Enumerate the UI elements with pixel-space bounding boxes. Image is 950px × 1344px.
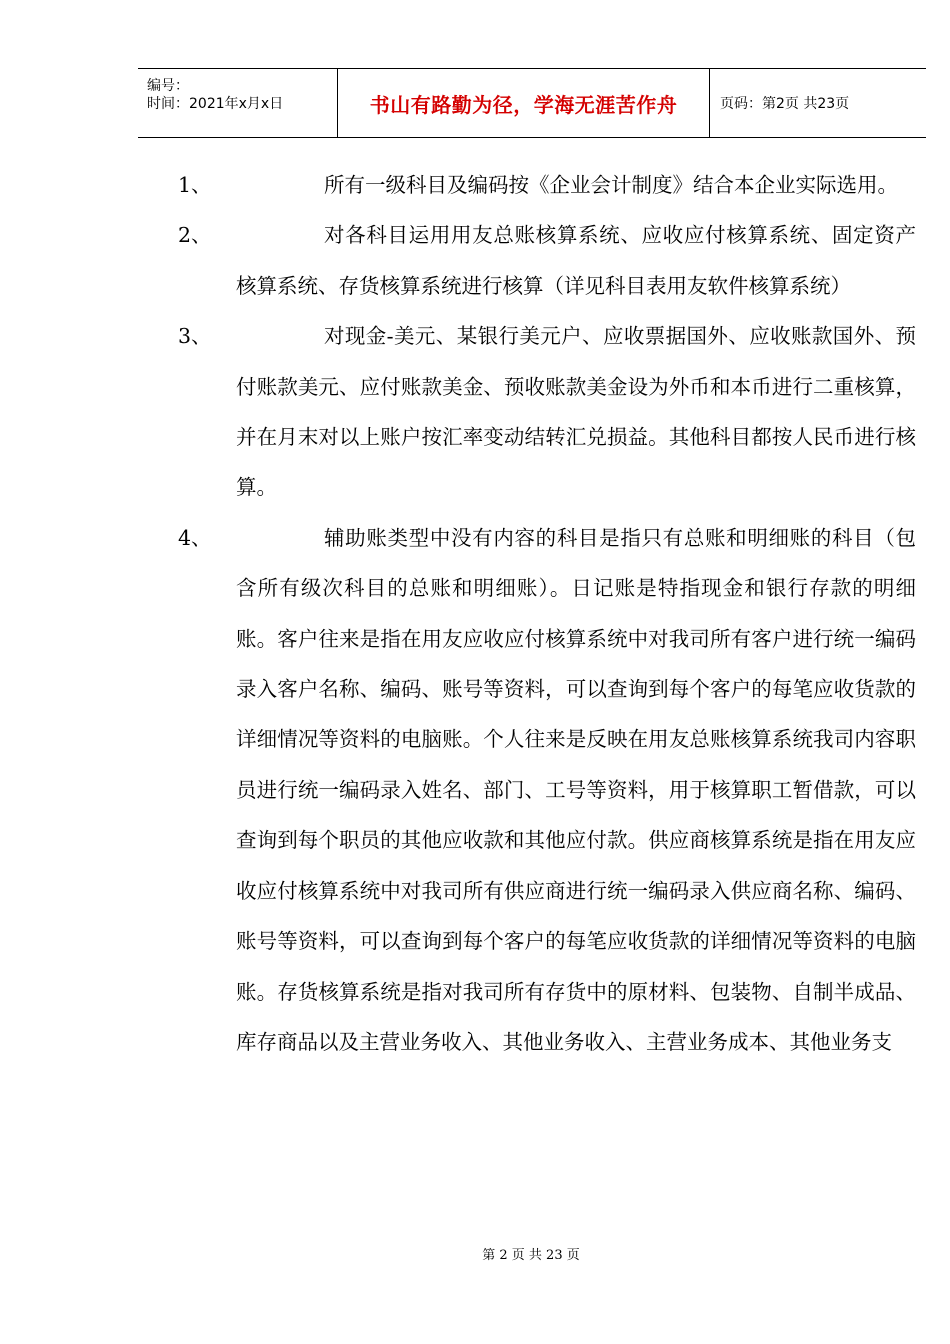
header-page-info: 页码：第2页 共23页 — [720, 96, 850, 112]
header-meta-cell — [138, 69, 338, 137]
document-code-label: 编号： — [147, 78, 189, 94]
list-item-text: 对各科目运用用友总账核算系统、应收应付核算系统、固定资产核算系统、存货核算系统进行核算（详见科目表用友软件核算系统） — [236, 223, 916, 298]
list-item — [0, 513, 950, 1067]
list-item-text: 所有一级科目及编码按《企业会计制度》结合本企业实际选用。 — [324, 173, 898, 197]
header-motto: 书山有路勤为径，学海无涯苦作舟 — [369, 92, 678, 117]
document-date-label: 时间：2021年x月x日 — [147, 96, 284, 112]
list-item-text: 辅助账类型中没有内容的科目是指只有总账和明细账的科目（包含所有级次科目的总账和明细账）。日记账是特指现金和银行存款的明细账。客户往来是指在用友应收应付核算系统中对我司所有客户进行统一编码录入客户名称、编码、账号等资料，可以查询到每个客户的每笔应收货款的详细情况等资料的电脑账。个人往来是反映在用友总账核算系统我司内容职员进行统一编码录入姓名、部门、工号等资料，用于核算职工暂借款，可以查询到每个职员的其他应收款和其他应付款。供应商核算系统是指在用友应收应付核算系统中对我司所有供应商进行统一编码录入供应商名称、编码、账号等资料，可以查询到每个客户的每笔应收货款的详细情况等资料的电脑账。存货核算系统是指对我司所有存货中的原材料、包装物、自制半成品、库存商品以及主营业务收入、其他业务收入、主营业务成本、其他业务支 — [236, 525, 916, 1054]
list-item — [0, 210, 950, 311]
list-item-number: 2、 — [178, 223, 212, 248]
list-item-text: 对现金-美元、某银行美元户、应收票据国外、应收账款国外、预付账款美元、应付账款美金、预收账款美金设为外币和本币进行二重核算，并在月末对以上账户按汇率变动结转汇兑损益。其他科目都按人民币进行核算。 — [236, 324, 916, 500]
list-item-number: 4、 — [178, 525, 212, 550]
header-motto-cell — [338, 69, 710, 137]
page-footer: 第 2 页 共 23 页 — [482, 1248, 580, 1263]
list-item-number: 3、 — [178, 324, 212, 349]
list-item-number: 1、 — [178, 173, 212, 197]
list-item — [0, 311, 950, 513]
page-header — [138, 68, 926, 138]
header-page-cell — [710, 69, 926, 137]
document-body — [0, 160, 950, 1067]
list-item — [0, 160, 950, 210]
